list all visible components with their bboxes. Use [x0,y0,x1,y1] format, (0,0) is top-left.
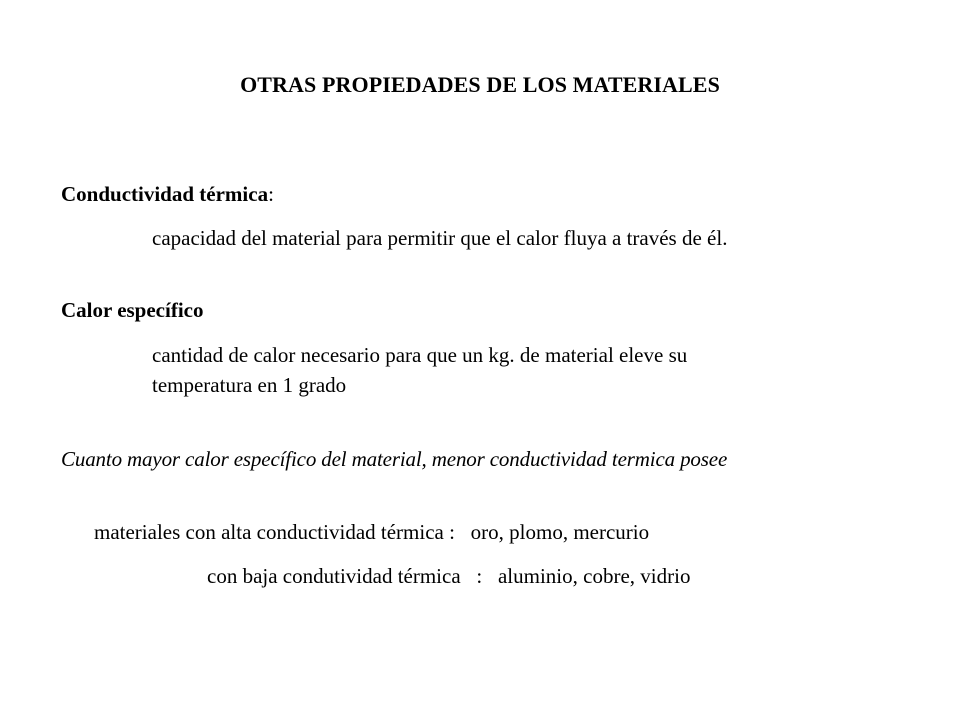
high-conductivity-line: materiales con alta conductividad térmica : oro, plomo, mercurio [94,520,650,544]
specific-heat-definition-line2: temperatura en 1 grado [152,373,347,397]
relation-statement: Cuanto mayor calor específico del material, menor conductividad termica posee [61,447,728,471]
low-conductivity-line: con baja condutividad térmica : aluminio, cobre, vidrio [207,564,691,588]
conductivity-term [61,182,274,207]
conductivity-term-label: Conductividad térmica [61,182,269,206]
conductivity-definition: capacidad del material para permitir que el calor fluya a través de él. [152,226,728,250]
specific-heat-term: Calor específico [61,298,204,322]
conductivity-colon: : [268,182,274,206]
slide-title: OTRAS PROPIEDADES DE LOS MATERIALES [240,72,720,97]
specific-heat-definition-line1: cantidad de calor necesario para que un kg. de material eleve su [152,343,688,367]
